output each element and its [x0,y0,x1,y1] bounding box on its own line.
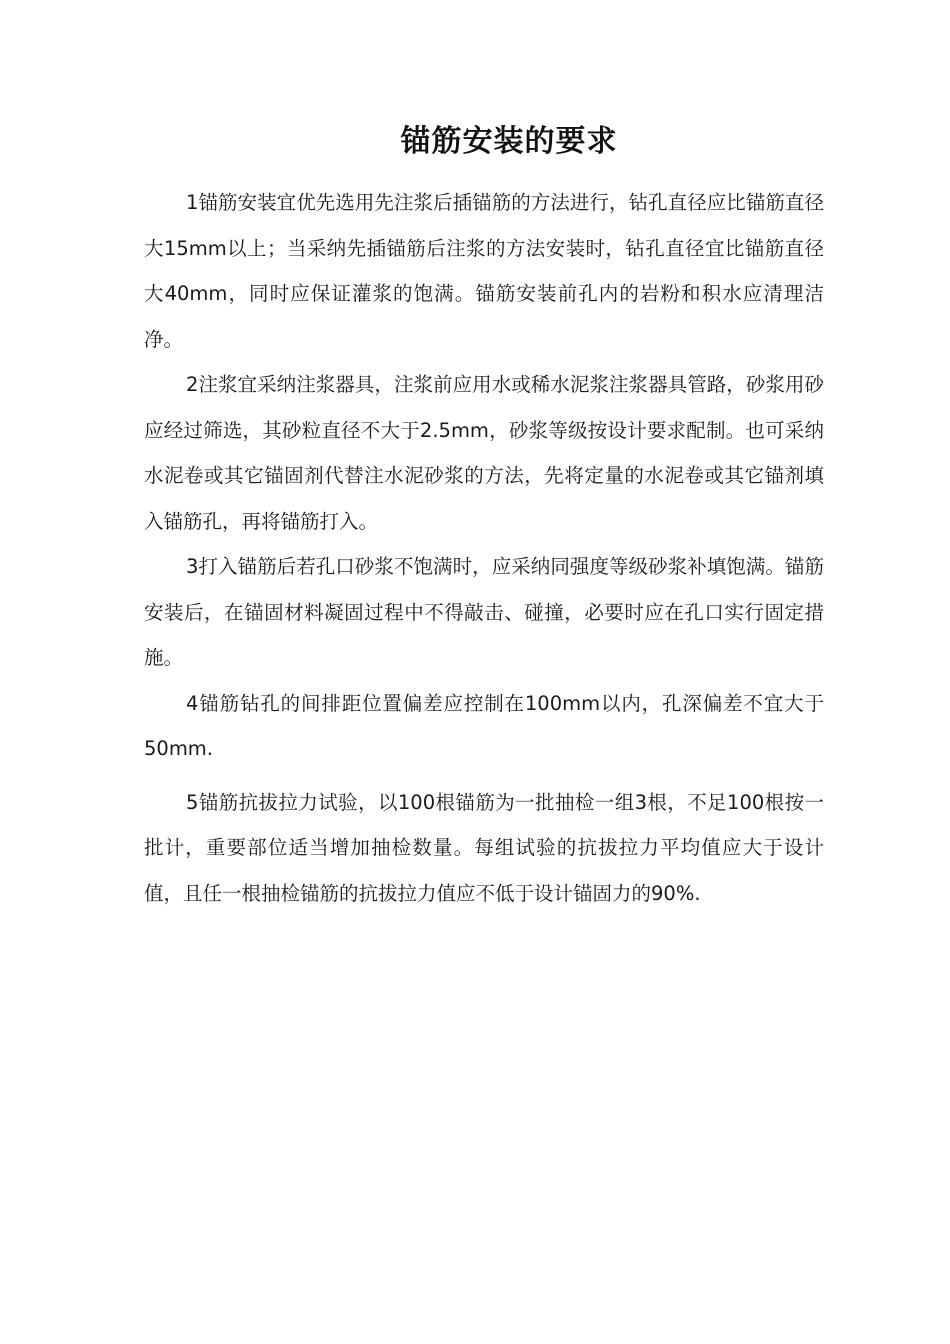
paragraph-1: 1锚筋安装宜优先选用先注浆后插锚筋的方法进行，钻孔直径应比锚筋直径大15mm以上；当采纳先插锚筋后注浆的方法安装时，钻孔直径宜比锚筋直径大40mm，同时应保证灌浆的饱满。锚筋安装前孔内的岩粉和积水应清理洁净。 [144,191,824,351]
paragraph-2: 2注浆宜采纳注浆器具，注浆前应用水或稀水泥浆注浆器具管路，砂浆用砂应经过筛选，其砂粒直径不大于2.5mm，砂浆等级按设计要求配制。也可采纳水泥卷或其它锚固剂代替注水泥砂浆的方法，先将定量的水泥卷或其它锚剂填入锚筋孔，再将锚筋打入。 [144,373,824,533]
paragraph-5: 5锚筋抗拔拉力试验，以100根锚筋为一批抽检一组3根，不足100根按一批计，重要部位适当增加抽检数量。每组试验的抗拔拉力平均值应大于设计值，且任一根抽检锚筋的抗拔拉力值应不低于设计锚固力的90%. [144,790,824,905]
document-title: 锚筋安装的要求 [400,124,618,159]
document-body [144,118,824,916]
paragraph-3: 3打入锚筋后若孔口砂浆不饱满时，应采纳同强度等级砂浆补填饱满。锚筋安装后，在锚固材料凝固过程中不得敲击、碰撞，必要时应在孔口实行固定措施。 [144,555,824,669]
paragraph-4: 4锚筋钻孔的间排距位置偏差应控制在100mm以内，孔深偏差不宜大于50mm. [144,691,824,760]
